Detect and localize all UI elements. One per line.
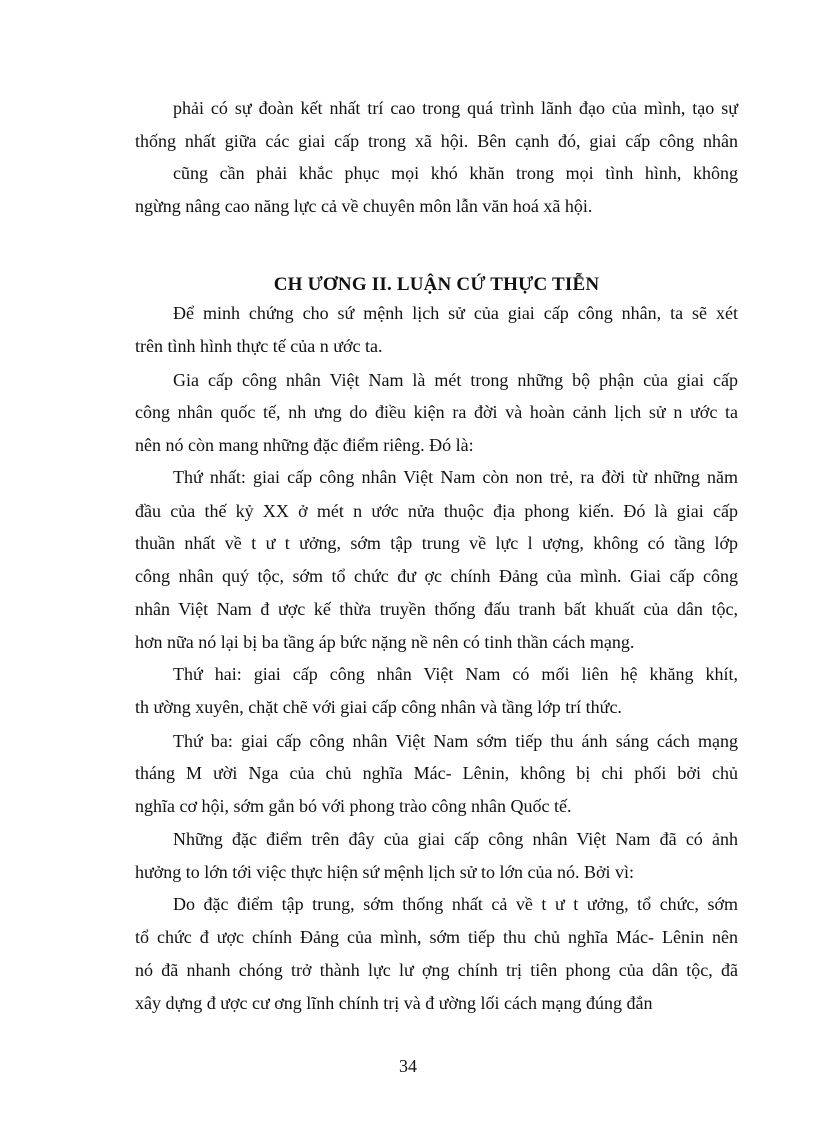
paragraph-line: cũng cần phải khắc phục mọi khó khăn trong mọi tình hình, không (173, 163, 738, 183)
paragraph-line: nghĩa cơ hội, sớm gắn bó với phong trào công nhân Quốc tế. (135, 796, 572, 816)
paragraph-line: hưởng to lớn tới việc thực hiện sứ mệnh lịch sử to lớn của nó. Bởi vì: (135, 862, 635, 882)
paragraph-line: hơn nữa nó lại bị ba tầng áp bức nặng nề nên có tinh thần cách mạng. (135, 632, 635, 652)
paragraph-line: công nhân quý tộc, sớm tổ chức đư ợc chính Đảng của mình. Giai cấp công (135, 566, 738, 586)
paragraph-line: th ường xuyên, chặt chẽ với giai cấp công nhân và tầng lớp trí thức. (135, 697, 622, 717)
paragraph-line: thống nhất giữa các giai cấp trong xã hội. Bên cạnh đó, giai cấp công nhân (135, 131, 738, 151)
paragraph-line: thuần nhất về t ư t ưởng, sớm tập trung về lực l ượng, không có tầng lớp (135, 533, 738, 553)
paragraph-line: Do đặc điểm tập trung, sớm thống nhất cả về t ư t ưởng, tổ chức, sớm (173, 894, 738, 914)
paragraph-line: trên tình hình thực tế của n ước ta. (135, 336, 383, 356)
paragraph-line: Để minh chứng cho sứ mệnh lịch sử của giai cấp công nhân, ta sẽ xét (173, 303, 738, 323)
paragraph-line: Thứ ba: giai cấp công nhân Việt Nam sớm tiếp thu ánh sáng cách mạng (173, 731, 738, 751)
chapter-heading: CH ƯƠNG II. LUẬN CỨ THỰC TIỄN (273, 274, 600, 295)
paragraph-line: nó đã nhanh chóng trở thành lực lư ợng chính trị tiên phong của dân tộc, đã (135, 960, 738, 980)
paragraph-line: Gia cấp công nhân Việt Nam là mét trong những bộ phận của giai cấp (173, 370, 738, 390)
paragraph-line: công nhân quốc tế, nh ưng do điều kiện ra đời và hoàn cảnh lịch sử n ước ta (135, 402, 738, 422)
paragraph-line: ngừng nâng cao năng lực cả về chuyên môn lẫn văn hoá xã hội. (135, 196, 593, 216)
paragraph-line: xây dựng đ ược cư ơng lĩnh chính trị và đ ường lối cách mạng đúng đắn (135, 993, 653, 1013)
paragraph-line: phải có sự đoàn kết nhất trí cao trong quá trình lãnh đạo của mình, tạo sự (173, 98, 738, 118)
paragraph-line: tháng M ười Nga của chủ nghĩa Mác- Lênin, không bị chi phối bởi chủ (135, 763, 738, 783)
paragraph-line: nên nó còn mang những đặc điểm riêng. Đó là: (135, 435, 474, 455)
paragraph-line: tổ chức đ ược chính Đảng của mình, sớm tiếp thu chủ nghĩa Mác- Lênin nên (135, 927, 738, 947)
page-number: 34 (399, 1056, 417, 1076)
paragraph-line: nhân Việt Nam đ ược kế thừa truyền thống đấu tranh bất khuất của dân tộc, (135, 599, 738, 619)
paragraph-line: Thứ hai: giai cấp công nhân Việt Nam có mối liên hệ khăng khít, (173, 664, 738, 684)
paragraph-line: Những đặc điểm trên đây của giai cấp công nhân Việt Nam đã có ảnh (173, 829, 738, 849)
paragraph-line: đầu của thế kỷ XX ở mét n ước nửa thuộc địa phong kiến. Đó là giai cấp (135, 501, 738, 521)
paragraph-line: Thứ nhất: giai cấp công nhân Việt Nam còn non trẻ, ra đời từ những năm (173, 467, 738, 487)
